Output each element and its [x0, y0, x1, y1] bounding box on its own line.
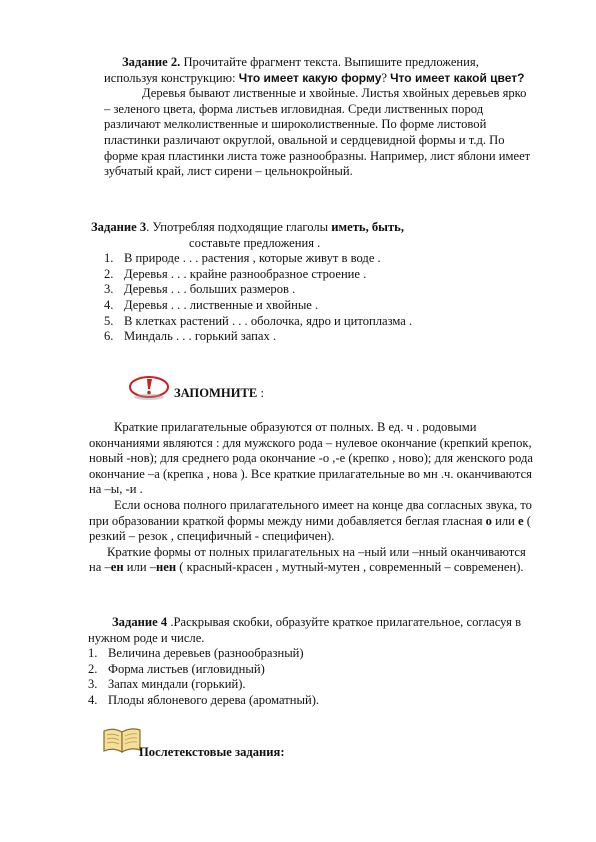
task3-list	[104, 251, 531, 345]
list-item: 4. Деревья . . . лиственные и хвойные .	[104, 297, 319, 312]
task4-block	[88, 615, 533, 709]
task2-text: Деревья бывают лиственные и хвойные. Листья хвойных деревьев ярко – зеленого цвета, форма листьев игловидная. Среди лиственных пород различают мелколиственные и широколиственные. По форме листовой пластинки различают округлой, овальной и сердцевидной формы и т.д. По форме края пластинки листа тоже разнообразны. Например, лист яблони имеет зубчатый край, лист сирени – цельнокройный.	[104, 86, 531, 179]
task3-instruction: Задание 3. Употребляя подходящие глаголы иметь, быть,	[91, 220, 404, 234]
list-item: 5. В клетках растений . . . оболочка, ядро и цитоплазма .	[104, 313, 413, 328]
rule-paragraph-1: Краткие прилагательные образуются от полных. В ед. ч . родовыми окончаниями являются : для мужского рода – нулевое окончание (крепкий крепок, новый -нов); для среднего рода окончание -о ,-е (крепко , ново); для женского рода окончание –а (крепка , нова ). Все краткие прилагательные во мн .ч. оканчиваются на –ы, -и .	[89, 420, 533, 497]
task2-instruction: Задание 2. Прочитайте фрагмент текста. Выпишите предложения, используя конструкцию: Что имеет какую форму? Что имеет какой цвет?	[104, 55, 525, 85]
posttext-heading	[101, 725, 421, 765]
list-item: 1. Величина деревьев (разнообразный)	[88, 646, 304, 661]
task3-instruction-cont: составьте предложения .	[189, 235, 321, 250]
list-item: 2. Форма листьев (игловидный)	[88, 661, 265, 676]
task4-title: Задание 4	[112, 615, 168, 629]
exclamation-icon	[126, 374, 172, 404]
remember-rules	[89, 420, 534, 576]
remember-heading: ЗАПОМНИТЕ :	[126, 374, 446, 404]
task2-block	[104, 55, 534, 180]
list-item: 6. Миндаль . . . горький запах .	[104, 329, 277, 344]
task3-title: Задание 3	[91, 220, 147, 234]
list-item: 2. Деревья . . . крайне разнообразное строение .	[104, 266, 367, 281]
list-item: 4. Плоды яблоневого дерева (ароматный).	[88, 692, 320, 707]
list-item: 3. Запах миндали (горький).	[88, 677, 246, 692]
task4-list	[88, 646, 533, 708]
rule-paragraph-3: Краткие формы от полных прилагательных на –ный или –нный оканчиваются на –ен или –нен ( красный-красен , мутный-мутен , современный – современен).	[89, 544, 526, 575]
rule-paragraph-2: Если основа полного прилагательного имеет на конце два согласных звука, то при образовании краткой формы между ними добавляется беглая гласная о или е ( резкий – резок , специфичный - специфичен).	[89, 497, 532, 544]
task3-verbs: иметь, быть,	[331, 220, 404, 234]
list-item: 3. Деревья . . . больших размеров .	[104, 282, 296, 297]
task2-title: Задание 2.	[122, 55, 181, 69]
construction-q2: Что имеет какой цвет?	[390, 70, 525, 85]
remember-title: ЗАПОМНИТЕ	[174, 386, 258, 400]
task4-instruction: Задание 4 .Раскрывая скобки, образуйте краткое прилагательное, согласуя в нужном роде и числе.	[88, 615, 522, 645]
open-book-icon	[101, 725, 143, 755]
list-item: 1. В природе . . . растения , которые живут в воде .	[104, 251, 381, 266]
construction-q1: Что имеет какую форму	[238, 70, 382, 85]
task3-block	[91, 220, 531, 345]
posttext-title: Послетекстовые задания:	[139, 745, 285, 759]
